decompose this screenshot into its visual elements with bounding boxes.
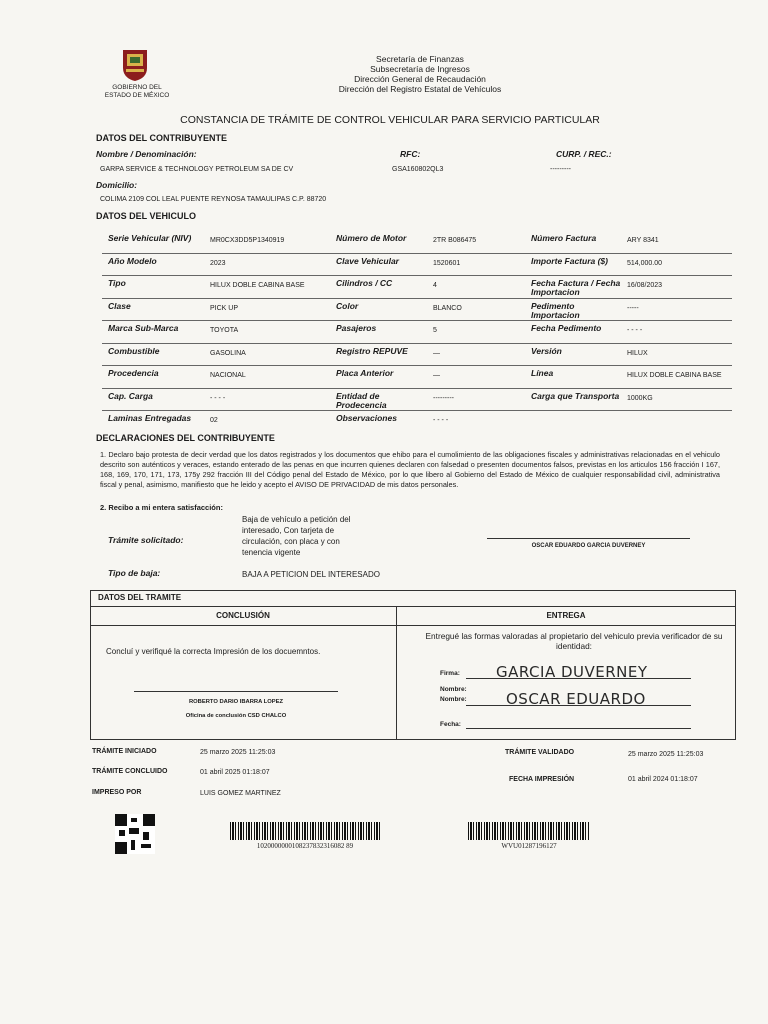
- vehicle-field-label: Clase: [108, 300, 131, 311]
- barcode-1: [230, 822, 380, 840]
- vehicle-field-label: Pasajeros: [336, 323, 377, 333]
- nombre-label-1: Nombre:: [440, 686, 467, 693]
- section-declaraciones: DECLARACIONES DEL CONTRIBUYENTE: [96, 433, 275, 443]
- vehicle-field-label: Combustible: [108, 345, 160, 356]
- header-line-2: Subsecretaría de Ingresos: [370, 64, 470, 74]
- barcode-2: [468, 822, 590, 840]
- vehicle-field-value: 1520601: [433, 259, 461, 267]
- qr-code-icon: [115, 814, 155, 854]
- vehicle-row-divider: [102, 298, 732, 299]
- validado-label: TRÁMITE VALIDADO: [505, 749, 575, 756]
- vehicle-field-label: Fecha Factura / Fecha Importacion: [531, 278, 621, 297]
- header-line-1: Secretaría de Finanzas: [376, 54, 464, 64]
- header-line-4: Dirección del Registro Estatal de Vehículos: [338, 84, 502, 94]
- fecha-line: [466, 728, 691, 729]
- vehicle-field-value: GASOLINA: [210, 349, 246, 357]
- impreso-label: IMPRESO POR: [92, 789, 142, 796]
- entrega-heading: ENTREGA: [546, 611, 586, 620]
- domicilio-value: COLIMA 2109 COL LEAL PUENTE REYNOSA TAMAULIPAS C.P. 88720: [100, 196, 327, 203]
- vehicle-field-value: 16/08/2023: [627, 282, 663, 289]
- vehicle-field-label: Año Modelo: [108, 255, 157, 266]
- vehicle-field-value: HILUX: [627, 349, 648, 357]
- vehicle-row-divider: [102, 388, 732, 389]
- vehicle-row-divider: [102, 275, 732, 276]
- impreso-value: LUIS GOMEZ MARTINEZ: [200, 790, 281, 797]
- conclusion-heading: CONCLUSIÓN: [216, 611, 270, 620]
- firmante-name: OSCAR EDUARDO GARCIA DUVERNEY: [531, 543, 646, 549]
- nombre-value: GARPA SERVICE & TECHNOLOGY PETROLEUM SA DE CV: [100, 166, 294, 173]
- vehicle-field-label: Observaciones: [336, 413, 397, 423]
- vehicle-row-divider: [102, 365, 732, 366]
- vehicle-field-label: Número de Motor: [336, 233, 407, 243]
- barcode-1-number: 1020000000108237832316082 89: [256, 842, 354, 850]
- tramite-column-divider: [396, 606, 397, 740]
- vehicle-field-value: HILUX DOBLE CABINA BASE: [210, 282, 305, 289]
- firma-signature: GARCIA DUVERNEY: [496, 663, 648, 681]
- vehicle-field-value: - - - -: [433, 417, 449, 424]
- declaracion-1: 1. Declaro bajo protesta de decir verdad que los datos registrados y los documentos que ehibo para el cumolimiento de las obligaciones fiscales y administrativas relacionadas en el vehiculo descrito son auténticos y veraces, estando enterado de las penas en que incurren quienes declaren con falsedad o presenten documentos falsos, previstas en los articulos 156 fracción I 167, 168, 169, 170, 171, 173, 175y 292 fracción III del Código penal del Estado de México, por lo que libero al Gobierno del Estado de México de cualquier responsabilidad civil, administrativa fiscal y penal, asimismo, manifiesto que he leido y acepto el AVISO DE PRIVACIDAD de mis datos personales.: [100, 450, 720, 489]
- vehicle-field-value: 2023: [210, 259, 226, 267]
- nombre-signature: OSCAR EDUARDO: [506, 690, 646, 708]
- vehicle-field-value: 4: [433, 282, 437, 289]
- firma-label: Firma:: [440, 670, 460, 677]
- vehicle-field-value: - - - -: [627, 327, 643, 334]
- curp-value: ---------: [550, 166, 571, 173]
- seal-caption-2: ESTADO DE MÉXICO: [104, 92, 170, 99]
- conclusion-signature-line: [134, 691, 338, 692]
- vehicle-field-value: —: [433, 372, 440, 379]
- vehicle-field-label: Color: [336, 300, 359, 311]
- vehicle-field-value: 1000KG: [627, 394, 653, 402]
- tipo-baja-value: BAJA A PETICION DEL INTERESADO: [242, 570, 380, 579]
- curp-label: CURP. / REC.:: [556, 149, 612, 159]
- vehicle-field-value: TOYOTA: [210, 327, 239, 334]
- vehicle-field-label: Cap. Carga: [108, 390, 153, 401]
- impresion-value: 01 abril 2024 01:18:07: [628, 776, 698, 783]
- barcode-2-number: WVU01287196127: [501, 842, 557, 850]
- iniciado-value: 25 marzo 2025 11:25:03: [200, 749, 276, 756]
- vehicle-field-label: Marca Sub-Marca: [108, 323, 179, 333]
- concluido-value: 01 abril 2025 01:18:07: [200, 769, 270, 776]
- vehicle-field-label: Línea: [531, 368, 554, 378]
- vehicle-row-divider: [102, 320, 732, 321]
- validado-value: 25 marzo 2025 11:25:03: [628, 751, 704, 758]
- vehicle-field-value: -----: [627, 304, 639, 312]
- vehicle-field-label: Clave Vehicular: [336, 255, 399, 266]
- vehicle-row-divider: [102, 343, 732, 344]
- conclusion-text: Concluí y verifiqué la correcta Impresión de los docuemntos.: [106, 647, 321, 656]
- vehicle-field-value: - - - -: [210, 394, 226, 402]
- conclusion-office: Oficina de conclusión CSD CHALCO: [185, 713, 287, 719]
- vehicle-field-label: Pedimento Importacion: [531, 300, 580, 320]
- declaracion-2: 2. Recibo a mi entera satisfacción:: [100, 503, 223, 512]
- vehicle-field-label: Fecha Pedimento: [531, 323, 602, 333]
- section-vehiculo: DATOS DEL VEHICULO: [96, 211, 197, 221]
- firmante-signature-line: [487, 538, 690, 539]
- vehicle-field-value: MR0CX3DD5P1340919: [210, 237, 285, 244]
- vehicle-field-label: Serie Vehicular (NIV): [108, 233, 192, 243]
- tramite-divider-1: [90, 606, 736, 607]
- fecha-label: Fecha:: [440, 721, 461, 728]
- vehicle-field-value: BLANCO: [433, 304, 462, 312]
- section-tramite: DATOS DEL TRAMITE: [98, 593, 182, 602]
- vehicle-field-label: Importe Factura ($): [531, 255, 608, 266]
- header-line-3: Dirección General de Recaudación: [354, 74, 486, 84]
- tipo-baja-label: Tipo de baja:: [108, 568, 161, 578]
- vehicle-field-value: 5: [433, 327, 437, 334]
- vehicle-field-label: Procedencia: [108, 368, 159, 378]
- vehicle-field-label: Placa Anterior: [336, 368, 394, 378]
- vehicle-field-label: Número Factura: [531, 233, 597, 243]
- conclusion-name: ROBERTO DARIO IBARRA LOPEZ: [188, 699, 284, 705]
- impresion-label: FECHA IMPRESIÓN: [509, 776, 575, 783]
- vehicle-field-label: Cilindros / CC: [336, 278, 393, 288]
- entrega-text: Entregué las formas valoradas al propietario del vehiculo previa verificador de su identidad:: [425, 631, 723, 651]
- vehicle-field-value: ARY 8341: [627, 237, 659, 244]
- tramite-solicitado-label: Trámite solicitado:: [108, 535, 184, 545]
- vehicle-field-value: 02: [210, 417, 218, 424]
- vehicle-field-value: PICK UP: [210, 304, 239, 312]
- rfc-label: RFC:: [400, 149, 421, 159]
- iniciado-label: TRÁMITE INICIADO: [92, 748, 157, 755]
- concluido-label: TRÁMITE CONCLUIDO: [92, 768, 168, 775]
- vehicle-field-value: NACIONAL: [210, 372, 246, 379]
- nombre-label: Nombre / Denominación:: [96, 149, 197, 159]
- vehicle-field-value: —: [433, 349, 440, 357]
- vehicle-field-label: Entidad de Prodecencia: [336, 390, 387, 410]
- tramite-solicitado-value: Baja de vehículo a petición del interesado, Con tarjeta de circulación, con placa y con tenencia vigente: [242, 515, 351, 557]
- rfc-value: GSA160802QL3: [392, 166, 444, 173]
- document-title: CONSTANCIA DE TRÁMITE DE CONTROL VEHICULAR PARA SERVICIO PARTICULAR: [180, 114, 600, 126]
- vehicle-row-divider: [102, 253, 732, 254]
- vehicle-field-value: 514,000.00: [627, 259, 663, 267]
- domicilio-label: Domicilio:: [96, 180, 138, 190]
- seal-caption-1: GOBIERNO DEL: [112, 84, 162, 91]
- tramite-divider-2: [90, 625, 736, 626]
- vehicle-field-label: Laminas Entregadas: [108, 413, 192, 423]
- state-seal-icon: [120, 48, 150, 82]
- vehicle-field-label: Tipo: [108, 278, 126, 288]
- vehicle-field-label: Versión: [531, 345, 562, 356]
- nombre-label-2: Nombre:: [440, 696, 467, 703]
- vehicle-field-label: Registro REPUVE: [336, 345, 408, 356]
- vehicle-field-value: ---------: [433, 394, 454, 402]
- section-contribuyente: DATOS DEL CONTRIBUYENTE: [96, 133, 228, 143]
- vehicle-field-value: 2TR B086475: [433, 237, 477, 244]
- vehicle-row-divider: [102, 410, 732, 411]
- vehicle-field-value: HILUX DOBLE CABINA BASE: [627, 372, 722, 379]
- vehicle-field-label: Carga que Transporta: [531, 390, 620, 401]
